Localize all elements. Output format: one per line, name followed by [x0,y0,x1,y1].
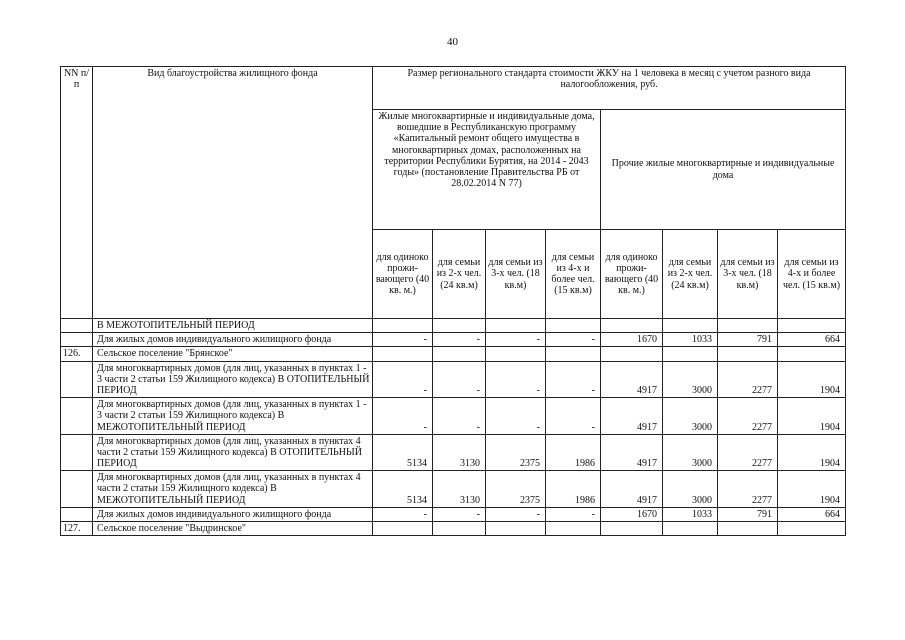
row-number [61,471,93,508]
row-number [61,507,93,521]
value-cell: 2277 [718,434,778,471]
value-cell: 3130 [433,434,486,471]
value-cell: 664 [778,507,846,521]
value-cell [373,319,433,333]
value-cell [486,347,546,361]
header-sub-cell: для семьи из 4-х и более чел. (15 кв.м) [778,230,846,319]
row-number [61,434,93,471]
value-cell [433,522,486,536]
value-cell: 791 [718,333,778,347]
value-cell: 1670 [601,507,663,521]
value-cell: 664 [778,333,846,347]
header-group-other: Прочие жилые многоквартирные и индивидуальные дома [601,110,846,230]
header-sub-cell: для одиноко прожи-вающего (40 кв. м.) [601,230,663,319]
header-col-no: NN п/п [61,67,93,319]
header-sub-cell: для семьи из 2-х чел. (24 кв.м) [663,230,718,319]
value-cell: 2277 [718,471,778,508]
table-row [61,522,846,536]
value-cell: 2375 [486,434,546,471]
table-body [61,319,846,536]
value-cell: 1670 [601,333,663,347]
value-cell: - [433,507,486,521]
row-description: Для многоквартирных домов (для лиц, указанных в пунктах 1 - 3 части 2 статьи 159 Жилищного кодекса) В ОТОПИТЕЛЬНЫЙ ПЕРИОД [93,361,373,398]
value-cell [663,522,718,536]
value-cell: 1986 [546,471,601,508]
value-cell: 2375 [486,471,546,508]
value-cell: - [546,507,601,521]
value-cell [601,347,663,361]
value-cell [546,319,601,333]
value-cell: 2277 [718,361,778,398]
table-row [61,471,846,508]
value-cell: 1033 [663,333,718,347]
header-row-top [61,67,846,110]
row-number [61,398,93,435]
header-sub-cell: для одиноко прожи-вающего (40 кв. м.) [373,230,433,319]
value-cell: 4917 [601,471,663,508]
row-description: Для многоквартирных домов (для лиц, указанных в пунктах 4 части 2 статьи 159 Жилищного кодекса) В ОТОПИТЕЛЬНЫЙ ПЕРИОД [93,434,373,471]
value-cell: - [486,398,546,435]
tariff-table [60,66,846,536]
value-cell: - [373,507,433,521]
value-cell: 3130 [433,471,486,508]
value-cell: - [546,333,601,347]
value-cell: 3000 [663,398,718,435]
value-cell: 3000 [663,434,718,471]
value-cell: - [433,333,486,347]
value-cell [373,522,433,536]
value-cell [546,347,601,361]
value-cell: 4917 [601,398,663,435]
row-number: 127. [61,522,93,536]
row-description: В МЕЖОТОПИТЕЛЬНЫЙ ПЕРИОД [93,319,373,333]
value-cell: 791 [718,507,778,521]
row-description: Для жилых домов индивидуального жилищного фонда [93,333,373,347]
value-cell: - [486,361,546,398]
header-group-program: Жилые многоквартирные и индивидуальные дома, вошедшие в Республиканскую программу «Капитальный ремонт общего имущества в многоквартирных домах, расположенных на территории Республики Бурятия, на 2014 - 2043 годы» (постановление Правительства РБ от 28.02.2014 N 77) [373,110,601,230]
value-cell: - [373,333,433,347]
value-cell: 1986 [546,434,601,471]
value-cell [486,319,546,333]
value-cell: - [433,361,486,398]
value-cell: 5134 [373,434,433,471]
value-cell: - [546,361,601,398]
value-cell [718,319,778,333]
value-cell: 4917 [601,434,663,471]
value-cell: 1904 [778,434,846,471]
row-description: Сельское поселение "Выдринское" [93,522,373,536]
value-cell [546,522,601,536]
value-cell [373,347,433,361]
table-row [61,507,846,521]
value-cell [601,319,663,333]
header-sub-cell: для семьи из 3-х чел. (18 кв.м) [718,230,778,319]
page-number: 40 [447,36,458,48]
value-cell [663,319,718,333]
value-cell: - [433,398,486,435]
value-cell [718,347,778,361]
header-col-size: Размер регионального стандарта стоимости ЖКУ на 1 человека в месяц с учетом разного вида налогообложения, руб. [373,67,846,110]
value-cell [778,319,846,333]
value-cell: 1033 [663,507,718,521]
value-cell [718,522,778,536]
value-cell [663,347,718,361]
value-cell: 1904 [778,361,846,398]
table-row [61,347,846,361]
value-cell: 5134 [373,471,433,508]
value-cell [601,522,663,536]
table-row [61,361,846,398]
row-number [61,319,93,333]
row-description: Для жилых домов индивидуального жилищного фонда [93,507,373,521]
value-cell: - [486,333,546,347]
header-sub-cell: для семьи из 4-х и более чел. (15 кв.м) [546,230,601,319]
value-cell [433,347,486,361]
header-col-type: Вид благоустройства жилищного фонда [93,67,373,319]
table-row [61,434,846,471]
value-cell [433,319,486,333]
value-cell [486,522,546,536]
row-description: Сельское поселение "Брянское" [93,347,373,361]
table-row [61,398,846,435]
header-sub-cell: для семьи из 3-х чел. (18 кв.м) [486,230,546,319]
row-number: 126. [61,347,93,361]
row-number [61,361,93,398]
value-cell: 3000 [663,471,718,508]
value-cell: - [546,398,601,435]
value-cell [778,347,846,361]
value-cell: - [486,507,546,521]
value-cell: 3000 [663,361,718,398]
value-cell: - [373,398,433,435]
row-description: Для многоквартирных домов (для лиц, указанных в пунктах 4 части 2 статьи 159 Жилищного кодекса) В МЕЖОТОПИТЕЛЬНЫЙ ПЕРИОД [93,471,373,508]
row-number [61,333,93,347]
header-sub-cell: для семьи из 2-х чел. (24 кв.м) [433,230,486,319]
table-row [61,333,846,347]
value-cell [778,522,846,536]
value-cell: 4917 [601,361,663,398]
value-cell: 1904 [778,398,846,435]
row-description: Для многоквартирных домов (для лиц, указанных в пунктах 1 - 3 части 2 статьи 159 Жилищного кодекса) В МЕЖОТОПИТЕЛЬНЫЙ ПЕРИОД [93,398,373,435]
table-row [61,319,846,333]
value-cell: 2277 [718,398,778,435]
value-cell: - [373,361,433,398]
value-cell: 1904 [778,471,846,508]
